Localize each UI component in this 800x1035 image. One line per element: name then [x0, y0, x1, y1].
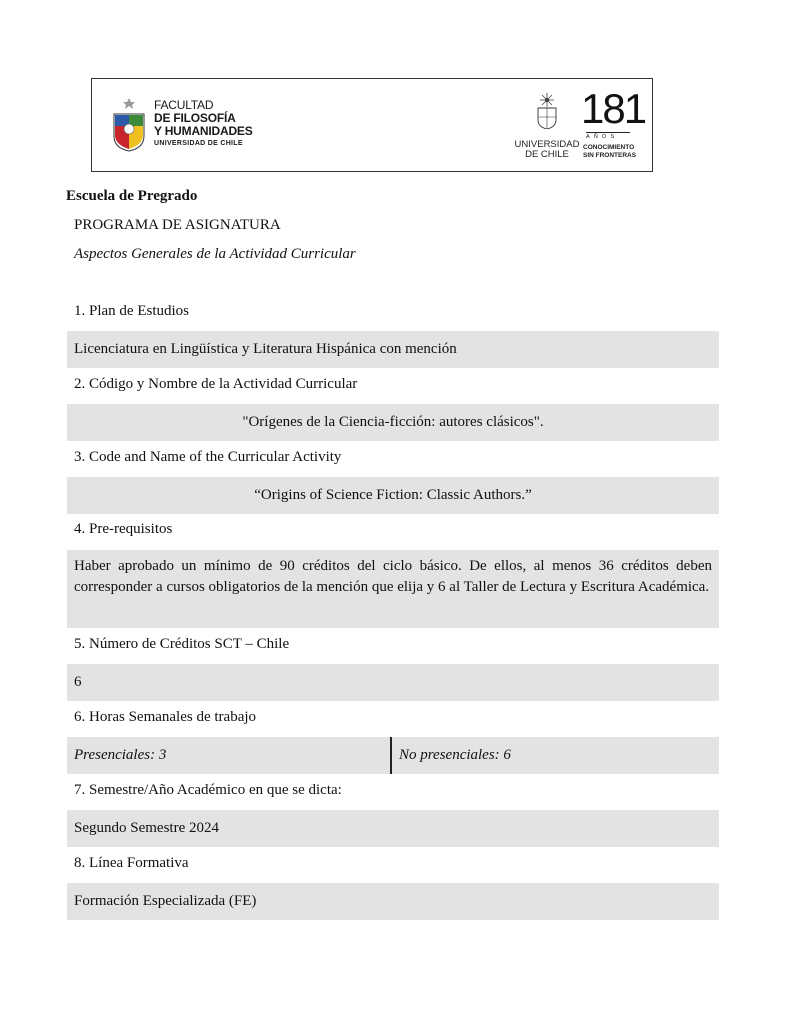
university-name: [512, 140, 582, 160]
section-5-label: 5. Número de Créditos SCT – Chile: [74, 636, 290, 652]
section-2-label: 2. Código y Nombre de la Actividad Curricular: [74, 376, 358, 392]
faculty-shield-logo: [112, 96, 146, 152]
section-6-label: 6. Horas Semanales de trabajo: [74, 709, 257, 725]
section-8-label: 8. Línea Formativa: [74, 855, 189, 871]
school-heading: Escuela de Pregrado: [66, 188, 198, 204]
section-3-label: 3. Code and Name of the Curricular Activity: [74, 449, 342, 465]
university-crest-logo: [536, 93, 558, 129]
section-7-value: Segundo Semestre 2024: [67, 810, 719, 847]
section-1-label: 1. Plan de Estudios: [74, 303, 189, 319]
motto-line-1: CONOCIMIENTO: [583, 144, 635, 151]
section-4-value: Haber aprobado un mínimo de 90 créditos del ciclo básico. De ellos, al menos 36 créditos deben corresponder a cursos obligatorios de la mención que elija y 6 al Taller de Lectura y Escritura Académica.: [67, 550, 719, 628]
faculty-line-2: DE FILOSOFÍA: [154, 111, 236, 125]
faculty-line-1: FACULTAD: [154, 98, 214, 112]
section-7-label: 7. Semestre/Año Académico en que se dicta:: [74, 782, 342, 798]
anniversary-number: 181: [581, 85, 646, 132]
section-1-value: Licenciatura en Lingüística y Literatura Hispánica con mención: [67, 331, 719, 368]
program-heading: PROGRAMA DE ASIGNATURA: [74, 217, 281, 233]
header-banner: [91, 78, 653, 172]
section-8-value: Formación Especializada (FE): [67, 883, 719, 920]
program-subtitle: Aspectos Generales de la Actividad Curricular: [74, 246, 356, 262]
section-2-value: "Orígenes de la Ciencia-ficción: autores clásicos".: [67, 404, 719, 441]
anniversary-motto: [583, 144, 636, 160]
faculty-university: UNIVERSIDAD DE CHILE: [154, 140, 243, 147]
faculty-line-3: Y HUMANIDADES: [154, 124, 253, 138]
university-line-1: UNIVERSIDAD: [514, 139, 580, 150]
section-4-label: 4. Pre-requisitos: [74, 521, 173, 537]
university-line-2: DE CHILE: [525, 149, 569, 160]
section-3-value: “Origins of Science Fiction: Classic Authors.”: [67, 477, 719, 514]
motto-line-2: SIN FRONTERAS: [583, 152, 637, 159]
hours-presencial: Presenciales: 3: [67, 737, 392, 774]
section-5-value: 6: [67, 664, 719, 701]
faculty-name: [154, 99, 253, 149]
hours-no-presencial: No presenciales: 6: [392, 737, 719, 774]
section-6-hours-table: [67, 737, 719, 774]
anniversary-word: AÑOS: [586, 132, 630, 140]
